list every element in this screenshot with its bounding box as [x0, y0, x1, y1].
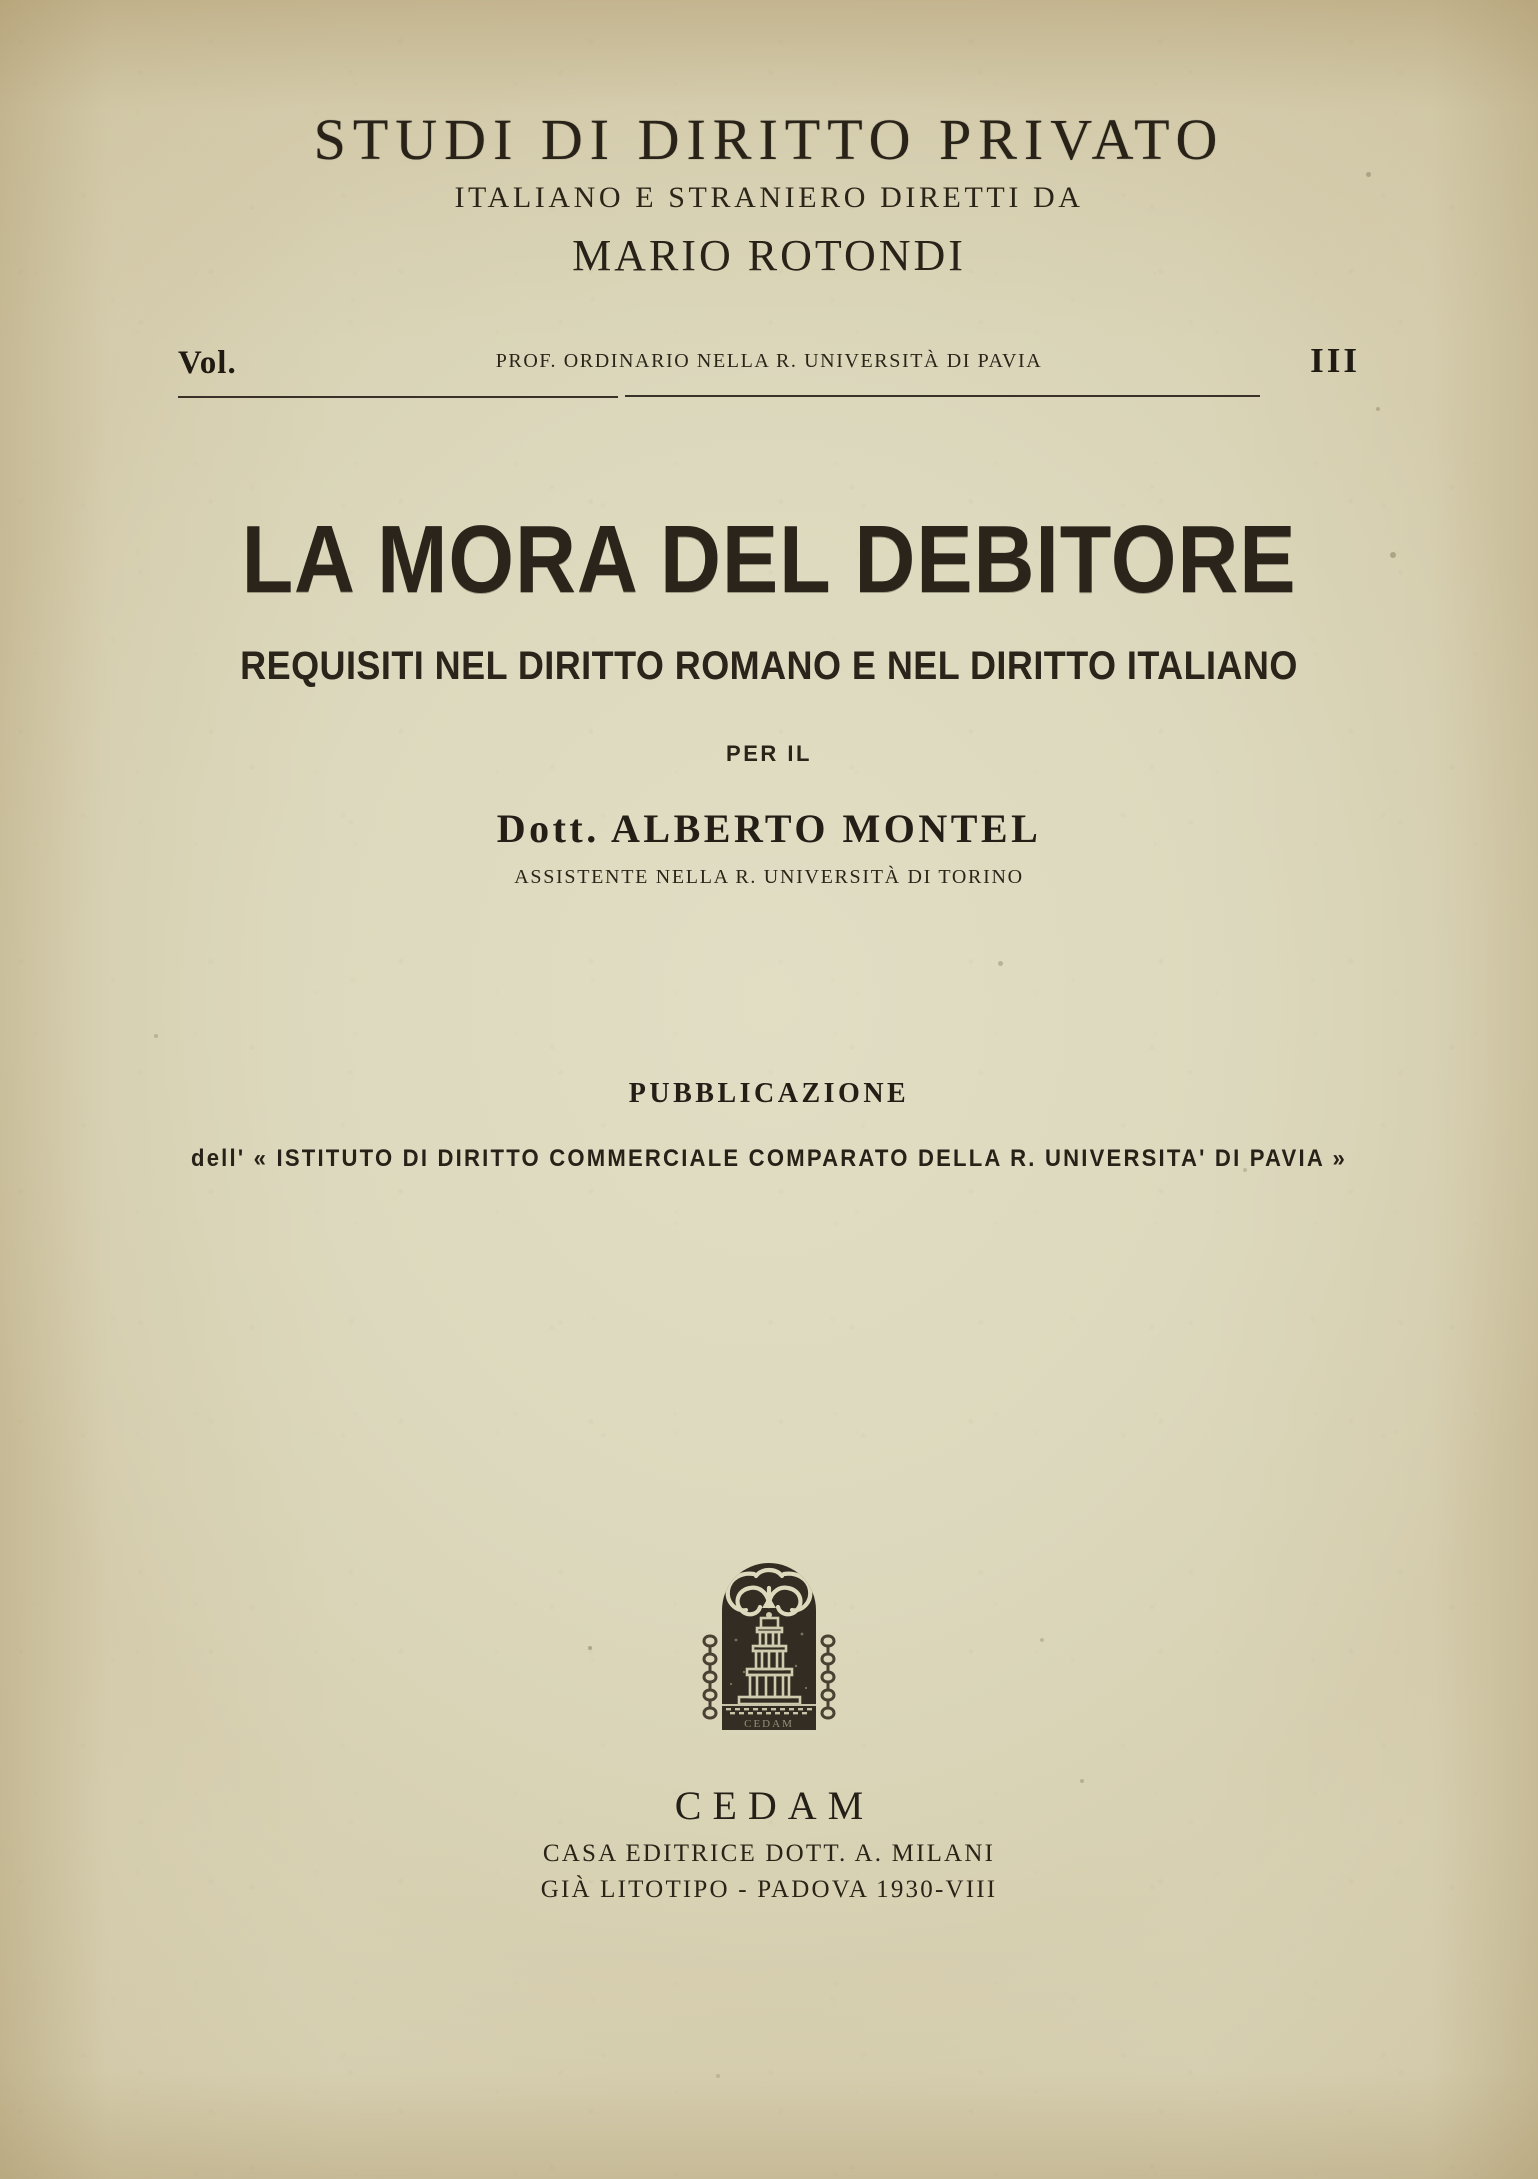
logo-motto-text: CEDAM: [744, 1718, 794, 1730]
series-editor-name: MARIO ROTONDI: [572, 231, 966, 281]
divider-segment-right: [625, 395, 1260, 397]
author-affiliation: ASSISTENTE NELLA R. UNIVERSITÀ DI TORINO: [514, 866, 1024, 888]
divider-gap: [618, 395, 625, 398]
logo-tower-finial: [766, 1612, 772, 1618]
volume-label: Vol.: [178, 345, 237, 381]
publisher-logo-container: [0, 1548, 1538, 1733]
publication-institute: dell' « ISTITUTO DI DIRITTO COMMERCIALE COMPARATO DELLA R. UNIVERSITA' DI PAVIA »: [190, 1145, 1348, 1172]
book-subtitle: REQUISITI NEL DIRITTO ROMANO E NEL DIRITTO ITALIANO: [240, 644, 1298, 688]
volume-number: III: [1310, 341, 1360, 380]
series-masthead: [0, 107, 1538, 281]
series-editor-affiliation: PROF. ORDINARIO NELLA R. UNIVERSITÀ DI PAVIA: [495, 350, 1043, 372]
volume-row: [178, 334, 1360, 382]
logo-chain-border-left: [704, 1636, 716, 1718]
publication-heading: PUBBLICAZIONE: [628, 1078, 910, 1109]
publication-block: [0, 1078, 1538, 1173]
horizontal-divider-rule: [178, 395, 1260, 398]
publisher-line-1: CASA EDITRICE DOTT. A. MILANI: [542, 1840, 996, 1867]
series-subtitle: ITALIANO E STRANIERO DIRETTI DA: [454, 181, 1084, 215]
title-block: [0, 506, 1538, 889]
cedam-publisher-logo-icon: [684, 1548, 854, 1733]
series-title: STUDI DI DIRITTO PRIVATO: [313, 107, 1225, 172]
byline-prefix: PER IL: [726, 741, 812, 766]
publisher-line-2: GIÀ LITOTIPO - PADOVA 1930-VIII: [540, 1876, 998, 1903]
book-title: LA MORA DEL DEBITORE: [241, 506, 1297, 613]
author-name: Dott. ALBERTO MONTEL: [496, 806, 1042, 851]
publisher-name: CEDAM: [674, 1783, 875, 1828]
logo-chain-border-right: [822, 1636, 834, 1718]
divider-segment-left: [178, 396, 618, 398]
publisher-imprint: [0, 1782, 1538, 1904]
